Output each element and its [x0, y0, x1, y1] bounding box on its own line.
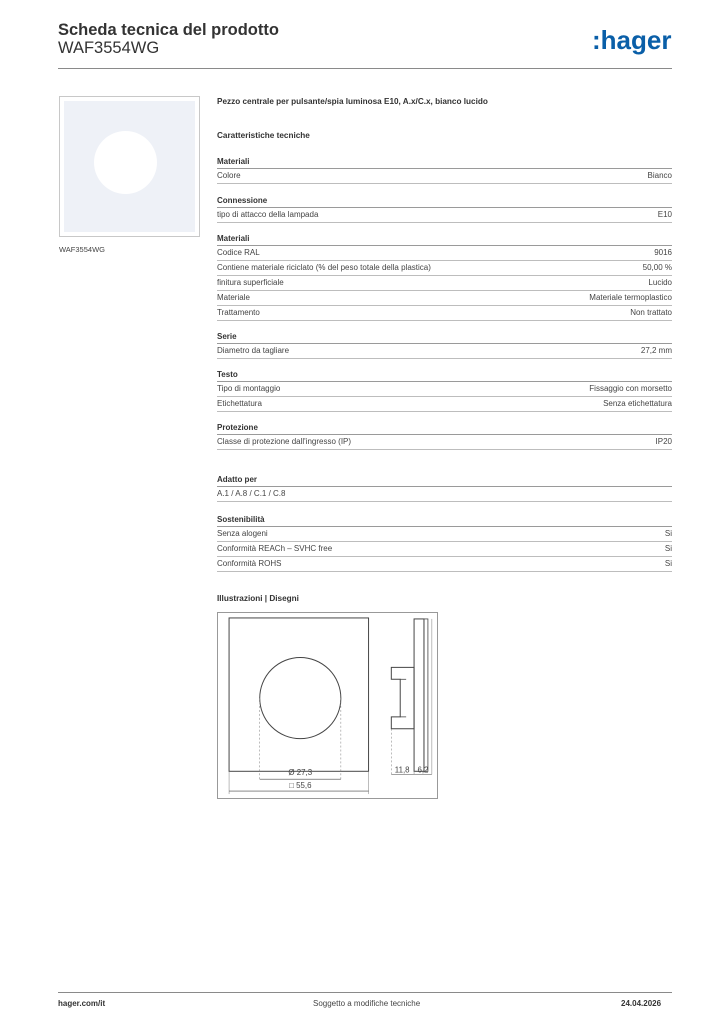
spec-row [217, 557, 672, 572]
spec-label: tipo di attacco della lampada [217, 210, 319, 219]
section-title: Testo [217, 368, 672, 382]
spec-row [217, 291, 672, 306]
side-view-plate [414, 619, 424, 771]
section-title: Protezione [217, 421, 672, 435]
dimension-diameter-label: Ø 27,3 [288, 768, 313, 778]
spec-value: Si [664, 559, 672, 568]
technical-drawing [217, 612, 438, 799]
spec-label: finitura superficiale [217, 278, 284, 287]
spec-value: Senza etichettatura [603, 399, 672, 408]
spec-value: Fissaggio con morsetto [589, 384, 672, 393]
section-sustainability [217, 513, 672, 572]
spec-row [217, 306, 672, 321]
section-series [217, 330, 672, 359]
spec-label: Materiale [217, 293, 250, 302]
spec-value: 9016 [654, 248, 672, 257]
suitable-value: A.1 / A.8 / C.1 / C.8 [217, 489, 286, 498]
spec-row [217, 276, 672, 291]
spec-label: Conformità REACh – SVHC free [217, 544, 333, 553]
spec-value: Bianco [647, 171, 672, 180]
characteristics-heading: Caratteristiche tecniche [217, 131, 310, 140]
dimension-square-label: □ 55,6 [289, 781, 312, 791]
side-view-clamp [391, 667, 414, 728]
spec-value: 50,00 % [642, 263, 672, 272]
section-title: Serie [217, 330, 672, 344]
spec-row [217, 527, 672, 542]
spec-value: Lucido [648, 278, 672, 287]
spec-value: Materiale termoplastico [589, 293, 672, 302]
spec-value: 27,2 mm [640, 346, 672, 355]
header-divider [58, 68, 672, 69]
product-image [59, 96, 200, 237]
hager-logo [592, 24, 676, 58]
spec-row [217, 435, 672, 450]
page-title: Scheda tecnica del prodotto [58, 21, 279, 39]
image-caption: WAF3554WG [59, 245, 105, 254]
spec-value: Si [664, 544, 672, 553]
spec-label: Contiene materiale riciclato (% del peso totale della plastica) [217, 263, 431, 272]
spec-value: Non trattato [630, 308, 672, 317]
product-code-subtitle: WAF3554WG [58, 39, 160, 57]
product-description: Pezzo centrale per pulsante/spia luminosa E10, A.x/C.x, bianco lucido [217, 97, 488, 106]
front-view-circle [260, 658, 341, 739]
spec-label: Conformità ROHS [217, 559, 282, 568]
section-text [217, 368, 672, 412]
section-title: Materiali [217, 232, 672, 246]
spec-row [217, 487, 672, 502]
spec-row [217, 169, 672, 184]
footer-divider [58, 992, 672, 993]
footer-date: 24.04.2026 [621, 999, 662, 1008]
front-view-frame [229, 618, 368, 771]
spec-row [217, 382, 672, 397]
section-title: Sostenibilità [217, 513, 672, 527]
section-suitable-for [217, 473, 672, 502]
product-button-circle [94, 131, 157, 194]
spec-label: Tipo di montaggio [217, 384, 281, 393]
dimension-thickness-label: 6,2 [417, 765, 429, 775]
spec-value: Si [664, 529, 672, 538]
footer-website: hager.com/it [58, 999, 106, 1008]
spec-row [217, 397, 672, 412]
spec-label: Classe di protezione dall'ingresso (IP) [217, 437, 352, 446]
section-title: Materiali [217, 155, 672, 169]
spec-label: Trattamento [217, 308, 260, 317]
spec-value: IP20 [655, 437, 672, 446]
spec-label: Etichettatura [217, 399, 262, 408]
section-materials-1 [217, 155, 672, 184]
logo-text: :hager [592, 25, 672, 55]
spec-row [217, 261, 672, 276]
section-connection [217, 194, 672, 223]
spec-label: Diametro da tagliare [217, 346, 290, 355]
section-title: Adatto per [217, 473, 672, 487]
spec-value: E10 [657, 210, 672, 219]
section-protection [217, 421, 672, 450]
spec-row [217, 246, 672, 261]
dimension-depth-label: 11,8 [394, 765, 410, 775]
spec-label: Codice RAL [217, 248, 260, 257]
spec-label: Senza alogeni [217, 529, 268, 538]
section-materials-2 [217, 232, 672, 321]
section-title: Connessione [217, 194, 672, 208]
spec-row [217, 208, 672, 223]
spec-row [217, 542, 672, 557]
spec-label: Colore [217, 171, 241, 180]
footer-notice: Soggetto a modifiche tecniche [313, 999, 421, 1008]
illustrations-heading: Illustrazioni | Disegni [217, 594, 299, 603]
side-view-rim [424, 619, 428, 771]
spec-row [217, 344, 672, 359]
